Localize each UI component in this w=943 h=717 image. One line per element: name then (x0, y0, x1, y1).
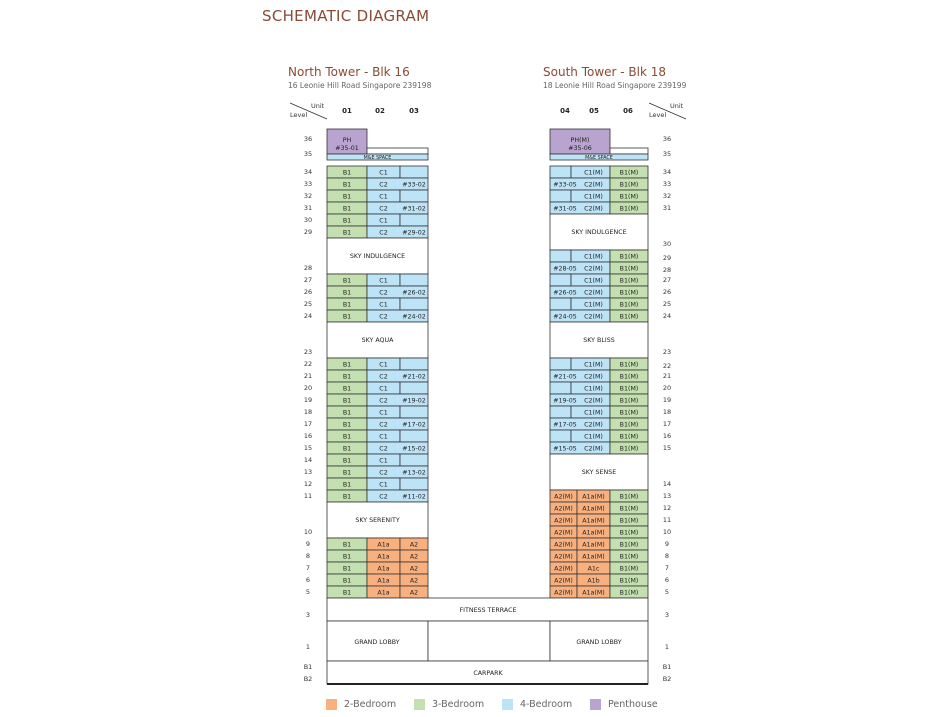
north-unit-02-label: C1 (379, 193, 388, 201)
legend-swatch-3br (414, 699, 425, 710)
north-unit-number-label: #13-02 (402, 469, 426, 477)
south-column-04: 04 (560, 107, 570, 115)
south-unit-05-label: A1a(M) (582, 517, 605, 525)
south-level-19: 19 (662, 396, 672, 404)
south-sky-garden-label: SKY INDULGENCE (571, 229, 627, 236)
south-tower-address: 18 Leonie Hill Road Singapore 239199 (543, 81, 687, 90)
legend-label-2br: 2-Bedroom (344, 699, 397, 710)
north-unit-03 (400, 190, 428, 202)
north-level-21: 21 (303, 372, 313, 380)
south-level-11: 11 (662, 516, 672, 524)
north-unit-header: Unit (311, 102, 325, 110)
south-unit-06-label: B1(M) (619, 301, 639, 309)
south-unit-number-label: #21-05 (553, 373, 577, 381)
north-level-16: 16 (303, 432, 313, 440)
north-level-6: 6 (305, 576, 311, 584)
south-unit-04-label: A2(M) (554, 565, 573, 573)
south-unit-06-label: B1(M) (619, 205, 639, 213)
north-level-7: 7 (305, 564, 311, 572)
north-level-19: 19 (303, 396, 313, 404)
south-unit-04 (550, 190, 571, 202)
north-unit-02-label: C2 (379, 421, 388, 429)
south-unit-04-label: A2(M) (554, 505, 573, 513)
north-unit-02-label: C2 (379, 289, 388, 297)
south-unit-number-label: #17-05 (553, 421, 577, 429)
south-level-21: 21 (662, 372, 672, 380)
north-penthouse-number: #35-01 (335, 145, 359, 152)
north-level-20: 20 (303, 384, 313, 392)
south-unit-05-label: C2(M) (584, 181, 603, 189)
south-unit-06-label: B1(M) (619, 361, 639, 369)
north-unit-03-label: A2 (409, 541, 419, 549)
north-level-23: 23 (303, 348, 313, 356)
south-level-header: Level (649, 111, 667, 119)
south-level-34: 34 (662, 168, 672, 176)
north-unit-02-label: C1 (379, 433, 388, 441)
south-penthouse-number: #35-06 (568, 145, 592, 152)
north-level-34: 34 (303, 168, 313, 176)
south-level-17: 17 (662, 420, 672, 428)
north-unit-number-label: #29-02 (402, 229, 426, 237)
north-unit-01-label: B1 (342, 229, 352, 237)
north-unit-01-label: B1 (342, 373, 352, 381)
south-level-1: 1 (664, 643, 670, 651)
south-level-9: 9 (664, 540, 670, 548)
south-level-16: 16 (662, 432, 672, 440)
south-unit-number-label: #33-05 (553, 181, 577, 189)
south-unit-number-label: #15-05 (553, 445, 577, 453)
north-unit-01-label: B1 (342, 181, 352, 189)
south-unit-06-label: B1(M) (619, 181, 639, 189)
south-unit-04 (550, 430, 571, 442)
north-level-25: 25 (303, 300, 313, 308)
south-unit-05-label: C2(M) (584, 289, 603, 297)
south-unit-05-label: C2(M) (584, 421, 603, 429)
north-unit-01-label: B1 (342, 397, 352, 405)
north-unit-02-label: A1a (377, 541, 390, 549)
north-unit-02-label: C1 (379, 361, 388, 369)
south-unit-06-label: B1(M) (619, 313, 639, 321)
south-unit-04-label: A2(M) (554, 541, 573, 549)
south-header-diagonal (649, 103, 686, 119)
north-tower-title: North Tower - Blk 16 (288, 65, 410, 79)
north-level-13: 13 (303, 468, 313, 476)
north-unit-03 (400, 274, 428, 286)
south-unit-06-label: B1(M) (619, 541, 639, 549)
south-unit-number-label: #24-05 (553, 313, 577, 321)
south-unit-05-label: C1(M) (584, 385, 603, 393)
north-unit-01-label: B1 (342, 421, 352, 429)
south-unit-05-label: C2(M) (584, 445, 603, 453)
north-unit-03 (400, 478, 428, 490)
south-unit-05-label: C1(M) (584, 253, 603, 261)
legend-label-3br: 3-Bedroom (432, 699, 485, 710)
north-level-10: 10 (303, 528, 313, 536)
north-unit-02-label: C1 (379, 481, 388, 489)
south-unit-05-label: A1a(M) (582, 553, 605, 561)
south-unit-04 (550, 358, 571, 370)
north-unit-01-label: B1 (342, 589, 352, 597)
north-unit-number-label: #24-02 (402, 313, 426, 321)
north-level-11: 11 (303, 492, 313, 500)
south-level-7: 7 (664, 564, 670, 572)
south-unit-05-label: C2(M) (584, 373, 603, 381)
south-unit-06-label: B1(M) (619, 253, 639, 261)
north-unit-number-label: #15-02 (402, 445, 426, 453)
north-level-18: 18 (303, 408, 313, 416)
north-level-B2: B2 (303, 675, 313, 683)
north-unit-01-label: B1 (342, 481, 352, 489)
south-unit-05-label: A1b (587, 577, 600, 585)
north-level-9: 9 (305, 540, 311, 548)
north-level-17: 17 (303, 420, 313, 428)
south-unit-04 (550, 382, 571, 394)
south-level-10: 10 (662, 528, 672, 536)
south-unit-05-label: A1a(M) (582, 589, 605, 597)
page-title: SCHEMATIC DIAGRAM (262, 7, 430, 25)
south-unit-04-label: A2(M) (554, 577, 573, 585)
south-column-06: 06 (623, 107, 633, 115)
south-level-24: 24 (662, 312, 672, 320)
north-level-28: 28 (303, 264, 313, 272)
north-level-36: 36 (303, 135, 313, 143)
north-grand-lobby-label: GRAND LOBBY (354, 639, 400, 646)
north-tower-address: 16 Leonie Hill Road Singapore 239198 (288, 81, 432, 90)
south-unit-06-label: B1(M) (619, 289, 639, 297)
legend-4-bedroom (502, 699, 572, 710)
north-unit-number-label: #19-02 (402, 397, 426, 405)
north-unit-02-label: C1 (379, 409, 388, 417)
north-unit-03 (400, 358, 428, 370)
south-level-22: 22 (662, 362, 672, 370)
north-level-26: 26 (303, 288, 313, 296)
south-unit-05-label: C1(M) (584, 433, 603, 441)
south-unit-06-label: B1(M) (619, 517, 639, 525)
north-level-8: 8 (305, 552, 311, 560)
south-unit-04-label: A2(M) (554, 529, 573, 537)
north-level-27: 27 (303, 276, 313, 284)
north-level-B1: B1 (303, 663, 313, 671)
south-level-23: 23 (662, 348, 672, 356)
north-level-31: 31 (303, 204, 313, 212)
north-unit-number-label: #26-02 (402, 289, 426, 297)
north-unit-01-label: B1 (342, 493, 352, 501)
north-unit-01-label: B1 (342, 445, 352, 453)
north-level-32: 32 (303, 192, 313, 200)
south-unit-06-label: B1(M) (619, 505, 639, 513)
north-sky-garden-label: SKY AQUA (361, 337, 394, 344)
north-unit-03-label: A2 (409, 589, 419, 597)
north-unit-01-label: B1 (342, 457, 352, 465)
north-column-03: 03 (409, 107, 419, 115)
south-unit-06-label: B1(M) (619, 169, 639, 177)
south-level-33: 33 (662, 180, 672, 188)
south-unit-04 (550, 250, 571, 262)
south-level-14: 14 (662, 480, 672, 488)
legend-3-bedroom (414, 699, 484, 710)
south-unit-06-label: B1(M) (619, 385, 639, 393)
south-unit-06-label: B1(M) (619, 277, 639, 285)
south-unit-number-label: #19-05 (553, 397, 577, 405)
legend-penthouse (590, 699, 658, 710)
north-unit-01-label: B1 (342, 361, 352, 369)
south-unit-05-label: C1(M) (584, 193, 603, 201)
north-header-diagonal (290, 103, 327, 119)
south-level-18: 18 (662, 408, 672, 416)
north-sky-garden-label: SKY SERENITY (355, 517, 400, 524)
north-level-29: 29 (303, 228, 313, 236)
south-unit-06-label: B1(M) (619, 397, 639, 405)
north-unit-02-label: C2 (379, 373, 388, 381)
north-unit-01-label: B1 (342, 193, 352, 201)
legend-swatch-4br (502, 699, 513, 710)
legend-swatch-2br (326, 699, 337, 710)
south-unit-05-label: A1c (587, 565, 600, 573)
legend-2-bedroom (326, 699, 396, 710)
north-unit-02-label: C1 (379, 385, 388, 393)
north-unit-01-label: B1 (342, 409, 352, 417)
south-level-B1: B1 (662, 663, 672, 671)
south-level-12: 12 (662, 504, 672, 512)
south-unit-05-label: C1(M) (584, 409, 603, 417)
north-me-space-label: M&E SPACE (363, 156, 392, 161)
north-unit-03-label: A2 (409, 553, 419, 561)
south-column-05: 05 (589, 107, 599, 115)
south-unit-header: Unit (670, 102, 684, 110)
north-unit-02-label: C2 (379, 181, 388, 189)
north-level-33: 33 (303, 180, 313, 188)
south-tower-title: South Tower - Blk 18 (543, 65, 667, 79)
north-unit-02-label: C2 (379, 313, 388, 321)
north-level-12: 12 (303, 480, 313, 488)
south-unit-number-label: #26-05 (553, 289, 577, 297)
north-unit-03 (400, 382, 428, 394)
north-unit-number-label: #21-02 (402, 373, 426, 381)
north-unit-01-label: B1 (342, 385, 352, 393)
south-unit-06-label: B1(M) (619, 577, 639, 585)
north-unit-01-label: B1 (342, 289, 352, 297)
north-unit-03 (400, 298, 428, 310)
south-level-36: 36 (662, 135, 672, 143)
south-level-35: 35 (662, 150, 672, 158)
south-unit-06-label: B1(M) (619, 589, 639, 597)
south-unit-06-label: B1(M) (619, 421, 639, 429)
north-level-15: 15 (303, 444, 313, 452)
legend-swatch-ph (590, 699, 601, 710)
south-unit-05-label: C2(M) (584, 265, 603, 273)
south-unit-06-label: B1(M) (619, 565, 639, 573)
south-level-3: 3 (664, 611, 670, 619)
south-level-26: 26 (662, 288, 672, 296)
north-unit-02-label: C2 (379, 397, 388, 405)
south-unit-05-label: A1a(M) (582, 541, 605, 549)
north-level-24: 24 (303, 312, 313, 320)
south-unit-05-label: C1(M) (584, 301, 603, 309)
north-level-14: 14 (303, 456, 313, 464)
north-unit-02-label: C1 (379, 169, 388, 177)
south-unit-06-label: B1(M) (619, 529, 639, 537)
north-unit-02-label: C1 (379, 277, 388, 285)
north-unit-02-label: C1 (379, 301, 388, 309)
north-unit-01-label: B1 (342, 313, 352, 321)
south-unit-05-label: A1a(M) (582, 493, 605, 501)
north-column-01: 01 (342, 107, 352, 115)
south-unit-06-label: B1(M) (619, 553, 639, 561)
south-unit-04-label: A2(M) (554, 589, 573, 597)
south-unit-06-label: B1(M) (619, 493, 639, 501)
south-level-6: 6 (664, 576, 670, 584)
south-unit-number-label: #28-05 (553, 265, 577, 273)
north-ph-roof (367, 148, 428, 154)
north-unit-01-label: B1 (342, 541, 352, 549)
south-unit-05-label: A1a(M) (582, 529, 605, 537)
north-unit-01-label: B1 (342, 301, 352, 309)
south-sky-garden-label: SKY SENSE (581, 469, 617, 476)
south-ph-roof (610, 148, 648, 154)
south-unit-06-label: B1(M) (619, 409, 639, 417)
south-penthouse-label: PH(M) (570, 137, 590, 144)
north-level-header: Level (290, 111, 308, 119)
north-unit-number-label: #33-02 (402, 181, 426, 189)
south-level-29: 29 (662, 254, 672, 262)
north-unit-02-label: A1a (377, 565, 390, 573)
north-unit-01-label: B1 (342, 577, 352, 585)
north-unit-01-label: B1 (342, 205, 352, 213)
north-level-22: 22 (303, 360, 313, 368)
north-unit-02-label: C1 (379, 457, 388, 465)
north-unit-02-label: A1a (377, 553, 390, 561)
north-unit-03 (400, 406, 428, 418)
north-unit-01-label: B1 (342, 277, 352, 285)
south-unit-06-label: B1(M) (619, 373, 639, 381)
north-unit-03 (400, 454, 428, 466)
north-unit-01-label: B1 (342, 565, 352, 573)
north-unit-02-label: C2 (379, 493, 388, 501)
south-level-30: 30 (662, 240, 672, 248)
north-unit-02-label: C2 (379, 445, 388, 453)
south-level-31: 31 (662, 204, 672, 212)
south-unit-06-label: B1(M) (619, 445, 639, 453)
south-unit-04 (550, 298, 571, 310)
north-level-35: 35 (303, 150, 313, 158)
south-unit-06-label: B1(M) (619, 193, 639, 201)
south-level-8: 8 (664, 552, 670, 560)
south-level-28: 28 (662, 266, 672, 274)
north-unit-02-label: A1a (377, 589, 390, 597)
south-unit-04 (550, 406, 571, 418)
legend-label-ph: Penthouse (608, 699, 658, 710)
legend-label-4br: 4-Bedroom (520, 699, 573, 710)
north-level-30: 30 (303, 216, 313, 224)
south-level-25: 25 (662, 300, 672, 308)
south-level-27: 27 (662, 276, 672, 284)
north-unit-01-label: B1 (342, 553, 352, 561)
south-unit-05-label: C2(M) (584, 205, 603, 213)
north-unit-01-label: B1 (342, 469, 352, 477)
south-unit-05-label: C2(M) (584, 313, 603, 321)
north-column-02: 02 (375, 107, 385, 115)
north-level-1: 1 (305, 643, 311, 651)
north-level-5: 5 (305, 588, 311, 596)
south-unit-04-label: A2(M) (554, 493, 573, 501)
south-unit-05-label: C1(M) (584, 169, 603, 177)
south-level-B2: B2 (662, 675, 672, 683)
south-unit-04-label: A2(M) (554, 517, 573, 525)
north-unit-02-label: C2 (379, 205, 388, 213)
north-unit-01-label: B1 (342, 217, 352, 225)
north-unit-03-label: A2 (409, 565, 419, 573)
south-unit-05-label: A1a(M) (582, 505, 605, 513)
north-unit-02-label: A1a (377, 577, 390, 585)
north-unit-03 (400, 214, 428, 226)
north-sky-garden-label: SKY INDULGENCE (349, 253, 406, 260)
north-unit-02-label: C1 (379, 217, 388, 225)
south-sky-garden-label: SKY BLISS (583, 337, 615, 344)
north-unit-number-label: #31-02 (402, 205, 426, 213)
south-unit-05-label: C1(M) (584, 277, 603, 285)
north-unit-number-label: #17-02 (402, 421, 426, 429)
south-level-20: 20 (662, 384, 672, 392)
north-unit-03 (400, 166, 428, 178)
north-penthouse-label: PH (342, 137, 352, 144)
north-unit-03 (400, 430, 428, 442)
north-unit-03-label: A2 (409, 577, 419, 585)
south-unit-number-label: #31-05 (553, 205, 577, 213)
south-unit-05-label: C1(M) (584, 361, 603, 369)
north-level-3: 3 (305, 611, 311, 619)
north-unit-01-label: B1 (342, 169, 352, 177)
north-unit-number-label: #11-02 (402, 493, 426, 501)
fitness-terrace-label: FITNESS TERRACE (459, 607, 517, 614)
south-grand-lobby-label: GRAND LOBBY (576, 639, 622, 646)
north-unit-02-label: C2 (379, 229, 388, 237)
north-unit-02-label: C2 (379, 469, 388, 477)
south-level-13: 13 (662, 492, 672, 500)
south-unit-06-label: B1(M) (619, 265, 639, 273)
south-unit-05-label: C2(M) (584, 397, 603, 405)
podium-void (428, 621, 550, 661)
south-me-space-label: M&E SPACE (585, 156, 613, 161)
south-unit-04 (550, 274, 571, 286)
carpark-label: CARPARK (473, 670, 503, 677)
north-unit-01-label: B1 (342, 433, 352, 441)
south-level-32: 32 (662, 192, 672, 200)
south-unit-04 (550, 166, 571, 178)
south-unit-04-label: A2(M) (554, 553, 573, 561)
south-level-15: 15 (662, 444, 672, 452)
south-unit-06-label: B1(M) (619, 433, 639, 441)
south-level-5: 5 (664, 588, 670, 596)
